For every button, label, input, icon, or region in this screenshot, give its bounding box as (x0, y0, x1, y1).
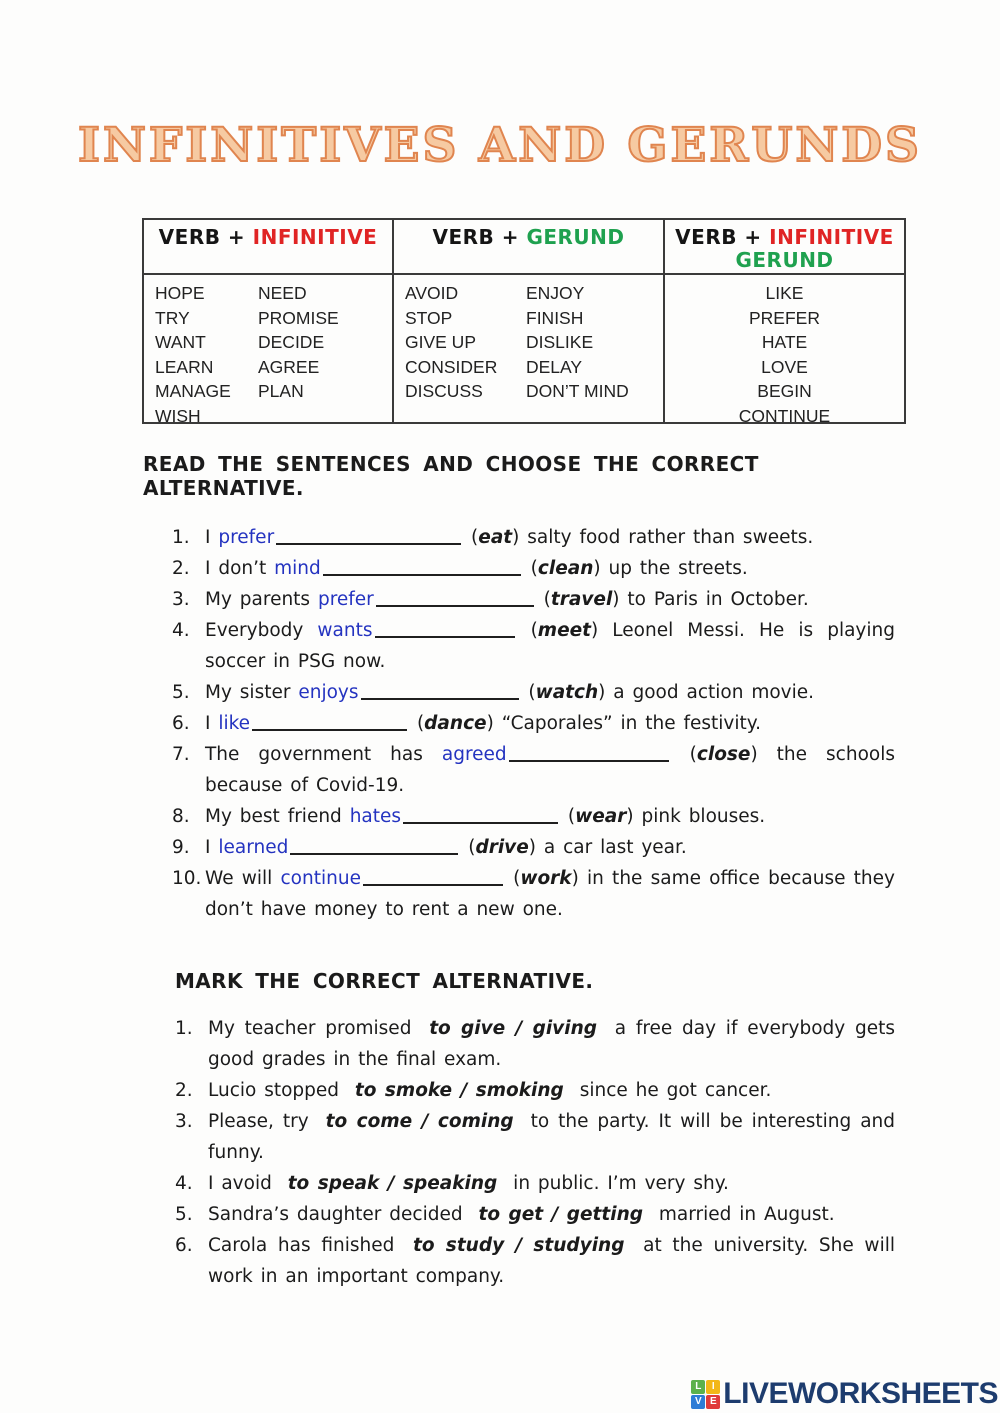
sentence-item (172, 615, 895, 677)
sentence-fragment: My best friend (205, 806, 350, 827)
sentence-item (172, 522, 895, 553)
table-body (665, 275, 904, 429)
verb-word: FINISH (526, 307, 584, 328)
sentence-text (205, 832, 895, 863)
table-header (144, 220, 392, 275)
item-number: 9. (172, 837, 190, 858)
sentence-text (205, 677, 895, 708)
table-header-line (394, 226, 663, 249)
table-row (155, 330, 392, 355)
table-row (405, 355, 663, 380)
sentence-fragment: in public. I’m very shy. (505, 1173, 729, 1194)
item-number: 1. (172, 527, 190, 548)
sentence-fragment: Carola has finished (208, 1235, 406, 1256)
verb-word: GIVE UP (405, 332, 476, 353)
table-header-line (144, 226, 392, 249)
exercise1-heading: READ THE SENTENCES AND CHOOSE THE CORRECT ALTERNATIVE. (143, 452, 759, 500)
sentence-fragment: I (205, 713, 219, 734)
sentence-text (205, 801, 895, 832)
verb-highlight: prefer (317, 589, 374, 610)
sentence-fragment: The government has (205, 744, 442, 765)
verb-highlight: learned (218, 837, 289, 858)
sentence-fragment: ) in the same office because they don’t have money to rent a new one. (205, 868, 895, 920)
choice-phrase[interactable]: to speak / speaking (287, 1173, 498, 1194)
table-column-verb-infinitive-gerund (665, 220, 904, 426)
sentence-item (172, 801, 895, 832)
table-header-line (665, 249, 904, 272)
verb-highlight: wants (317, 620, 373, 641)
blank-line[interactable] (276, 528, 461, 545)
choice-item (175, 1230, 895, 1292)
verb-word: DON’T MIND (526, 381, 629, 402)
sentence-fragment: Please, try (208, 1111, 318, 1132)
blank-line[interactable] (252, 714, 407, 731)
sentence-text (205, 863, 895, 925)
sentence-fragment: ( (670, 744, 697, 765)
sentence-fragment: ) “Caporales” in the festivity. (486, 713, 761, 734)
blank-line[interactable] (323, 559, 521, 576)
item-number: 3. (175, 1111, 193, 1132)
table-row (405, 306, 663, 331)
sentence-fragment: Sandra’s daughter decided (208, 1204, 471, 1225)
choice-phrase[interactable]: to give / giving (429, 1018, 597, 1039)
choice-phrase[interactable]: to study / studying (413, 1235, 625, 1256)
sentence-item (172, 553, 895, 584)
blank-line[interactable] (509, 745, 669, 762)
sentence-fragment: I avoid (208, 1173, 280, 1194)
table-header-text: INFINITIVE (769, 225, 894, 249)
sentence-fragment: a free day if everybody gets good grades in the final exam. (208, 1018, 895, 1070)
logo-tile: E (706, 1395, 720, 1409)
item-number: 4. (172, 620, 190, 641)
hint-word: work (520, 868, 572, 889)
sentence-text (205, 739, 895, 801)
item-number: 2. (175, 1080, 193, 1101)
worksheet-title: INFINITIVES AND GERUNDS (77, 118, 923, 173)
verb-word: AGREE (258, 356, 320, 377)
table-header (394, 220, 663, 275)
verb-word: PROMISE (258, 307, 339, 328)
item-number: 2. (172, 558, 190, 579)
live-logo-icon (691, 1380, 720, 1409)
table-header (665, 220, 904, 275)
hint-word: travel (550, 589, 613, 610)
sentence-text (205, 615, 895, 677)
sentence-fragment: ) the schools because of Covid-19. (205, 744, 895, 796)
sentence-text (208, 1168, 895, 1199)
choice-item (175, 1199, 895, 1230)
verb-word: PLAN (258, 381, 304, 402)
item-number: 4. (175, 1173, 193, 1194)
verb-highlight: like (218, 713, 251, 734)
sentence-fragment: ) up the streets. (593, 558, 748, 579)
choice-item (175, 1013, 895, 1075)
exercise2-heading: MARK THE CORRECT ALTERNATIVE. (175, 969, 594, 993)
verb-word: WANT (155, 332, 206, 353)
item-number: 5. (172, 682, 190, 703)
verb-highlight: enjoys (298, 682, 359, 703)
choice-item (175, 1106, 895, 1168)
verb-word: DELAY (526, 356, 583, 377)
table-row (155, 379, 392, 404)
table-body (394, 275, 663, 404)
verb-word: LEARN (155, 356, 214, 377)
verb-highlight: hates (349, 806, 402, 827)
sentence-fragment: ( (520, 682, 536, 703)
verbs-table (142, 218, 906, 424)
verb-word: CONTINUE (738, 405, 831, 426)
choice-item (175, 1075, 895, 1106)
sentence-fragment: ( (516, 620, 538, 641)
verb-word: STOP (405, 307, 453, 328)
sentence-list (143, 522, 895, 925)
verb-highlight: prefer (218, 527, 275, 548)
exercise1-section (143, 452, 895, 925)
sentence-fragment: My teacher promised (208, 1018, 422, 1039)
item-number: 6. (172, 713, 190, 734)
verb-word: BEGIN (757, 381, 812, 402)
sentence-text (208, 1106, 895, 1168)
table-row (405, 379, 663, 404)
verb-highlight: mind (274, 558, 321, 579)
hint-word: watch (535, 682, 599, 703)
sentence-item (172, 677, 895, 708)
choice-phrase[interactable]: to smoke / smoking (354, 1080, 564, 1101)
item-number: 6. (175, 1235, 193, 1256)
sentence-fragment: Lucio stopped (208, 1080, 347, 1101)
sentence-item (172, 832, 895, 863)
verb-word: CONSIDER (405, 356, 498, 377)
verb-word: WISH (155, 405, 201, 426)
sentence-item (172, 863, 895, 925)
blank-line[interactable] (363, 869, 503, 886)
choice-list (143, 1013, 895, 1292)
table-row (155, 355, 392, 380)
sentence-fragment: I (205, 837, 219, 858)
table-column-verb-infinitive (144, 220, 394, 426)
sentence-text (205, 553, 895, 584)
logo-tile: L (691, 1380, 705, 1394)
item-number: 8. (172, 806, 190, 827)
choice-phrase[interactable]: to come / coming (325, 1111, 514, 1132)
sentence-fragment: My parents (205, 589, 318, 610)
sentence-fragment: I (205, 527, 219, 548)
brand-text: LIVEWORKSHEETS (723, 1377, 998, 1410)
sentence-fragment: ( (535, 589, 551, 610)
hint-word: drive (475, 837, 529, 858)
item-number: 1. (175, 1018, 193, 1039)
blank-line[interactable] (403, 807, 558, 824)
logo-tile: V (691, 1395, 705, 1409)
sentence-fragment: My sister (205, 682, 299, 703)
sentence-fragment: ( (560, 806, 576, 827)
sentence-item (172, 739, 895, 801)
verb-word: ENJOY (526, 283, 585, 303)
table-row (405, 281, 663, 306)
table-row (155, 306, 392, 331)
item-number: 10. (172, 868, 202, 889)
sentence-text (208, 1075, 895, 1106)
sentence-fragment: ) salty food rather than sweets. (512, 527, 814, 548)
sentence-fragment: ( (522, 558, 538, 579)
sentence-fragment: ) Leonel Messi. He is playing soccer in PSG now. (205, 620, 895, 672)
table-header-line (665, 226, 904, 249)
verb-word: AVOID (405, 283, 459, 303)
sentence-item (172, 708, 895, 739)
table-column-verb-gerund (394, 220, 665, 422)
table-header-text: GERUND (735, 248, 834, 272)
verb-word: PREFER (749, 307, 820, 328)
hint-word: meet (537, 620, 592, 641)
sentence-fragment: ( (409, 713, 425, 734)
sentence-fragment: at the university. She will work in an important company. (208, 1235, 895, 1287)
logo-tile: I (706, 1380, 720, 1394)
sentence-fragment: ) pink blouses. (626, 806, 766, 827)
verb-word: TRY (155, 307, 190, 328)
verb-word: DISCUSS (405, 381, 483, 402)
item-number: 3. (172, 589, 190, 610)
verb-highlight: continue (280, 868, 361, 889)
table-body (144, 275, 392, 429)
verb-word: HOPE (155, 283, 205, 303)
sentence-item (172, 584, 895, 615)
verb-word: LIKE (765, 283, 804, 303)
verb-word: MANAGE (155, 381, 231, 402)
verb-word: LOVE (761, 356, 808, 377)
blank-line[interactable] (375, 621, 515, 638)
sentence-fragment: ( (504, 868, 521, 889)
sentence-fragment: since he got cancer. (571, 1080, 772, 1101)
hint-word: close (696, 744, 751, 765)
sentence-text (208, 1199, 895, 1230)
sentence-fragment: ) a car last year. (528, 837, 687, 858)
hint-word: dance (424, 713, 487, 734)
sentence-fragment: married in August. (650, 1204, 835, 1225)
worksheet-content (143, 452, 895, 1292)
sentence-text (205, 584, 895, 615)
verb-word: HATE (761, 332, 808, 353)
sentence-fragment: ( (460, 837, 476, 858)
table-row (155, 281, 392, 306)
table-header-text: VERB + (158, 225, 253, 249)
item-number: 7. (172, 744, 190, 765)
sentence-text (205, 522, 895, 553)
blank-line[interactable] (290, 838, 458, 855)
choice-phrase[interactable]: to get / getting (478, 1204, 643, 1225)
verb-word: NEED (258, 283, 307, 303)
sentence-text (205, 708, 895, 739)
liveworksheets-logo[interactable] (691, 1377, 998, 1411)
table-header-text: VERB + (675, 225, 770, 249)
sentence-text (208, 1013, 895, 1075)
sentence-fragment: ) a good action movie. (598, 682, 815, 703)
verb-highlight: agreed (441, 744, 507, 765)
hint-word: wear (575, 806, 627, 827)
blank-line[interactable] (361, 683, 519, 700)
sentence-fragment: I don’t (205, 558, 275, 579)
table-row (155, 404, 392, 429)
choice-item (175, 1168, 895, 1199)
sentence-fragment: to the party. It will be interesting and funny. (208, 1111, 896, 1163)
hint-word: eat (478, 527, 513, 548)
hint-word: clean (537, 558, 594, 579)
verb-word: DISLIKE (526, 332, 594, 353)
sentence-fragment: ( (463, 527, 479, 548)
sentence-fragment: ) to Paris in October. (612, 589, 809, 610)
sentence-fragment: We will (205, 868, 281, 889)
table-header-text: GERUND (526, 225, 625, 249)
sentence-text (208, 1230, 895, 1292)
verb-word: DECIDE (258, 332, 325, 353)
blank-line[interactable] (376, 590, 534, 607)
table-header-text: INFINITIVE (252, 225, 378, 249)
table-header-text: VERB + (432, 225, 527, 249)
item-number: 5. (175, 1204, 193, 1225)
table-row (405, 330, 663, 355)
sentence-fragment: Everybody (205, 620, 318, 641)
exercise2-section (143, 969, 895, 1292)
